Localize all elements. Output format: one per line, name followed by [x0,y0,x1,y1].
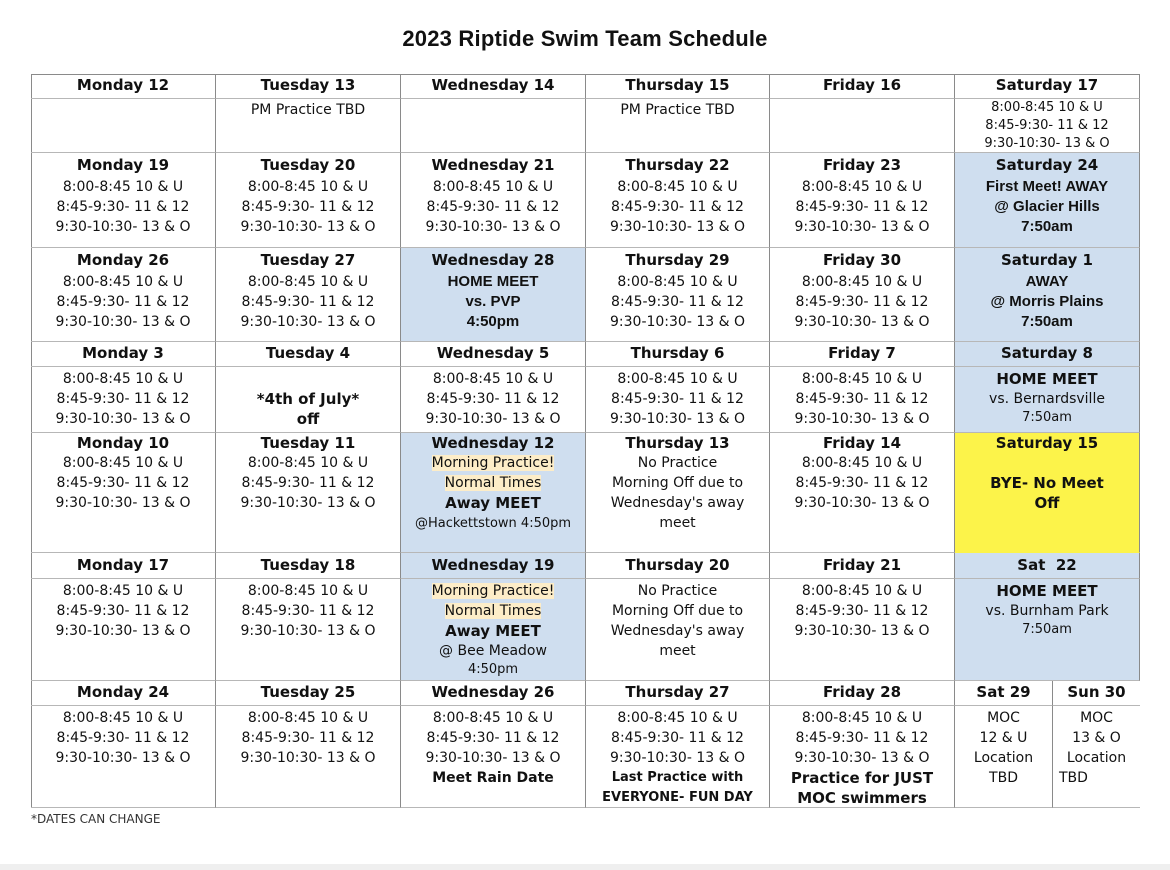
day-cell-thursday-20 [586,579,770,681]
practice-time: 9:30-10:30- 13 & O [610,219,745,235]
practice-time: 8:45-9:30- 11 & 12 [241,475,375,491]
practice-time: 9:30-10:30- 13 & O [794,411,930,427]
meet-opponent: vs. PVP [465,293,521,310]
day-header: Thursday 29 [625,251,730,269]
morning-practice-highlight: Morning Practice! [431,583,555,599]
practice-time: 9:30-10:30- 13 & O [425,411,561,427]
day-header-friday-21: Friday 21 [770,553,955,579]
moc-location-tbd: TBD [989,770,1018,786]
practice-time: 9:30-10:30- 13 & O [794,219,930,235]
day-cell-saturday-17 [955,99,1140,153]
dates-can-change-note: *DATES CAN CHANGE [31,812,161,826]
day-header-tuesday-25: Tuesday 25 [216,681,401,706]
practice-time: 9:30-10:30- 13 & O [240,750,376,766]
day-header-monday-17: Monday 17 [31,553,216,579]
practice-time: 9:30-10:30- 13 & O [240,314,376,330]
day-cell-friday-14 [770,433,955,553]
day-header-tuesday-18: Tuesday 18 [216,553,401,579]
note-text: meet [659,643,696,659]
meet-location: @ Glacier Hills [994,198,1100,215]
fun-day-note: Last Practice with [611,770,744,785]
practice-time: 8:45-9:30- 11 & 12 [426,199,560,215]
day-header: Wednesday 21 [431,156,555,174]
practice-time: 8:45-9:30- 11 & 12 [985,118,1109,133]
day-header: Saturday 24 [995,156,1099,174]
day-cell-saturday-15-bye [955,433,1140,553]
practice-time: 8:45-9:30- 11 & 12 [611,294,744,310]
practice-time: 8:00-8:45 10 & U [801,179,923,195]
practice-time: 8:00-8:45 10 & U [801,371,923,387]
day-cell-friday-21 [770,579,955,681]
practice-time: 8:45-9:30- 11 & 12 [426,391,560,407]
moc-age-group: 13 & O [1072,730,1121,746]
day-cell-thursday-29 [586,248,770,342]
holiday-off: off [296,410,320,428]
day-header-monday-3: Monday 3 [31,342,216,367]
practice-time: 8:45-9:30- 11 & 12 [795,391,929,407]
practice-time: 8:45-9:30- 11 & 12 [56,391,190,407]
day-header-monday-12: Monday 12 [31,74,216,99]
practice-time: 8:45-9:30- 11 & 12 [241,730,375,746]
page-bottom-bar [0,864,1170,870]
day-cell-thursday-6 [586,367,770,433]
practice-time: 8:45-9:30- 11 & 12 [56,294,190,310]
day-header-monday-24: Monday 24 [31,681,216,706]
note-text: meet [659,515,696,531]
day-cell-wednesday-28-meet [401,248,586,342]
day-header-sun-30: Sun 30 [1053,681,1140,706]
day-cell-sun-30-moc [1053,706,1140,808]
practice-time: 8:00-8:45 10 & U [617,371,738,387]
practice-time: 8:45-9:30- 11 & 12 [611,391,744,407]
practice-time: 9:30-10:30- 13 & O [240,623,376,639]
day-cell-wednesday-5 [401,367,586,433]
meet-title: HOME MEET [996,370,1098,388]
day-header: Tuesday 20 [260,156,356,174]
practice-time: 9:30-10:30- 13 & O [240,219,376,235]
normal-times-highlight: Normal Times [444,475,542,491]
practice-time: 9:30-10:30- 13 & O [610,411,745,427]
practice-time: 9:30-10:30- 13 & O [794,750,930,766]
spacer [955,453,1139,473]
practice-time: 9:30-10:30- 13 & O [55,495,191,511]
practice-time: 9:30-10:30- 13 & O [794,314,930,330]
day-header-friday-16: Friday 16 [770,74,955,99]
note-text: No Practice [637,455,718,471]
day-header-tuesday-13: Tuesday 13 [216,74,401,99]
practice-time: 8:45-9:30- 11 & 12 [795,730,929,746]
meet-title: HOME MEET [447,273,539,290]
moc-practice-note: Practice for JUST [790,769,934,787]
day-cell-friday-7 [770,367,955,433]
day-header-wednesday-26: Wednesday 26 [401,681,586,706]
practice-time: 9:30-10:30- 13 & O [610,750,745,766]
day-cell-wednesday-21 [401,153,586,248]
day-cell-sat-22-meet [955,579,1140,681]
practice-time: 8:45-9:30- 11 & 12 [56,603,190,619]
day-cell-tuesday-20 [216,153,401,248]
day-header-wednesday-14: Wednesday 14 [401,74,586,99]
day-cell-thursday-22 [586,153,770,248]
meet-title: Away MEET [445,494,541,512]
day-cell-monday-26 [31,248,216,342]
meet-title: First Meet! AWAY [985,178,1109,195]
practice-time: 8:45-9:30- 11 & 12 [611,199,744,215]
day-header: Saturday 15 [995,434,1099,452]
practice-time: 8:45-9:30- 11 & 12 [795,603,929,619]
day-header-sat-29: Sat 29 [955,681,1053,706]
practice-time: 8:00-8:45 10 & U [617,274,738,290]
practice-time: 8:45-9:30- 11 & 12 [795,199,929,215]
moc-label: MOC [1080,710,1113,726]
day-header: Friday 30 [822,251,902,269]
holiday-label: *4th of July* [256,390,360,408]
note-text: Wednesday's away [610,623,745,639]
practice-time: 8:00-8:45 10 & U [247,179,369,195]
day-header-thursday-20: Thursday 20 [586,553,770,579]
note-text: PM Practice TBD [620,102,735,118]
meet-location: @ Morris Plains [990,293,1104,310]
moc-location: Location [1066,750,1127,766]
moc-practice-note: MOC swimmers [797,789,927,807]
note-text: PM Practice TBD [250,102,366,118]
practice-time: 8:00-8:45 10 & U [62,371,184,387]
day-header: Monday 10 [76,434,170,452]
practice-time: 9:30-10:30- 13 & O [425,219,561,235]
practice-time: 8:00-8:45 10 & U [432,710,554,726]
day-cell-friday-30 [770,248,955,342]
day-header: Friday 23 [822,156,902,174]
practice-time: 9:30-10:30- 13 & O [55,314,191,330]
meet-time: 4:50pm [467,662,519,677]
day-header: Thursday 13 [625,434,730,452]
practice-time: 9:30-10:30- 13 & O [55,219,191,235]
day-header: Tuesday 11 [260,434,356,452]
practice-time: 9:30-10:30- 13 & O [984,136,1110,151]
practice-time: 8:00-8:45 10 & U [62,179,184,195]
practice-time: 8:00-8:45 10 & U [801,274,923,290]
practice-time: 8:00-8:45 10 & U [62,274,184,290]
day-cell-tuesday-13 [216,99,401,153]
practice-time: 9:30-10:30- 13 & O [425,750,561,766]
day-header-thursday-15: Thursday 15 [586,74,770,99]
practice-time: 8:45-9:30- 11 & 12 [56,199,190,215]
meet-title: Away MEET [445,622,541,640]
day-cell-saturday-24-meet [955,153,1140,248]
meet-time: 4:50pm [466,313,520,330]
practice-time: 9:30-10:30- 13 & O [55,750,191,766]
normal-times-highlight: Normal Times [444,603,542,619]
day-header: Saturday 1 [1000,251,1093,269]
day-cell-friday-23 [770,153,955,248]
practice-time: 9:30-10:30- 13 & O [55,623,191,639]
meet-opponent: vs. Bernardsville [989,391,1105,407]
day-cell-wednesday-19-meet [401,579,586,681]
day-cell-tuesday-11 [216,433,401,553]
day-cell-saturday-8-meet [955,367,1140,433]
day-cell-monday-17 [31,579,216,681]
day-header-friday-28: Friday 28 [770,681,955,706]
practice-time: 8:00-8:45 10 & U [62,710,184,726]
rain-date-note: Meet Rain Date [432,770,554,786]
day-header: Wednesday 12 [431,434,555,452]
day-header-wednesday-5: Wednesday 5 [401,342,586,367]
note-text: Wednesday's away [610,495,745,511]
practice-time: 8:45-9:30- 11 & 12 [795,475,929,491]
day-cell-wednesday-14 [401,99,586,153]
practice-time: 8:00-8:45 10 & U [62,583,184,599]
day-header-thursday-6: Thursday 6 [586,342,770,367]
day-cell-thursday-27 [586,706,770,808]
meet-time: 7:50am [1022,410,1072,425]
practice-time: 9:30-10:30- 13 & O [794,623,930,639]
morning-practice-highlight: Morning Practice! [431,455,555,471]
meet-time: 7:50am [1021,218,1073,235]
day-cell-monday-12 [31,99,216,153]
meet-location: @ Bee Meadow [439,643,547,659]
practice-time: 8:00-8:45 10 & U [247,710,369,726]
day-header: Wednesday 28 [431,251,555,269]
practice-time: 8:00-8:45 10 & U [247,455,369,471]
meet-time: 7:50am [1022,622,1072,637]
moc-location-tbd: TBD [1059,770,1088,786]
day-cell-wednesday-12-meet [401,433,586,553]
day-cell-saturday-1-meet [955,248,1140,342]
practice-time: 8:45-9:30- 11 & 12 [795,294,929,310]
day-cell-monday-10 [31,433,216,553]
meet-location-time: @Hackettstown 4:50pm [414,516,572,531]
day-header: Monday 26 [76,251,170,269]
moc-location: Location [973,750,1034,766]
practice-time: 8:00-8:45 10 & U [432,179,554,195]
practice-time: 9:30-10:30- 13 & O [610,314,745,330]
practice-time: 9:30-10:30- 13 & O [55,411,191,427]
note-text: Morning Off due to [611,475,744,491]
practice-time: 8:45-9:30- 11 & 12 [426,730,560,746]
day-header: Thursday 22 [625,156,730,174]
page-title: 2023 Riptide Swim Team Schedule [402,26,768,51]
meet-time: 7:50am [1021,313,1073,330]
practice-time: 8:00-8:45 10 & U [62,455,184,471]
day-cell-friday-28 [770,706,955,808]
fun-day-note: EVERYONE- FUN DAY [602,790,753,805]
day-header: Friday 14 [822,434,902,452]
practice-time: 8:45-9:30- 11 & 12 [241,199,375,215]
day-cell-tuesday-18 [216,579,401,681]
day-cell-tuesday-25 [216,706,401,808]
day-cell-tuesday-4-holiday [216,367,401,433]
day-cell-friday-16 [770,99,955,153]
day-cell-monday-24 [31,706,216,808]
day-header: Monday 19 [76,156,170,174]
day-cell-monday-19 [31,153,216,248]
day-cell-wednesday-26 [401,706,586,808]
practice-time: 8:00-8:45 10 & U [247,274,369,290]
practice-time: 8:45-9:30- 11 & 12 [611,730,744,746]
day-header-sat-22: Sat 22 [955,553,1140,579]
practice-time: 8:45-9:30- 11 & 12 [56,475,190,491]
day-header-tuesday-4: Tuesday 4 [216,342,401,367]
practice-time: 9:30-10:30- 13 & O [240,495,376,511]
day-cell-thursday-15 [586,99,770,153]
practice-time: 8:45-9:30- 11 & 12 [56,730,190,746]
day-header-saturday-8: Saturday 8 [955,342,1140,367]
day-header: Tuesday 27 [260,251,356,269]
day-header-thursday-27: Thursday 27 [586,681,770,706]
meet-title: HOME MEET [996,582,1098,600]
practice-time: 8:00-8:45 10 & U [617,710,738,726]
practice-time: 8:45-9:30- 11 & 12 [241,294,375,310]
day-cell-tuesday-27 [216,248,401,342]
moc-age-group: 12 & U [979,730,1028,746]
day-cell-thursday-13 [586,433,770,553]
meet-opponent: vs. Burnham Park [985,603,1109,619]
bye-label: BYE- No Meet [990,474,1104,492]
practice-time: 8:00-8:45 10 & U [801,583,923,599]
practice-time: 8:00-8:45 10 & U [617,179,738,195]
practice-time: 8:00-8:45 10 & U [801,455,923,471]
practice-time: 8:00-8:45 10 & U [432,371,554,387]
moc-label: MOC [987,710,1020,726]
practice-time: 9:30-10:30- 13 & O [794,495,930,511]
day-header-friday-7: Friday 7 [770,342,955,367]
day-cell-sat-29-moc [955,706,1053,808]
practice-time: 8:45-9:30- 11 & 12 [241,603,375,619]
practice-time: 8:00-8:45 10 & U [247,583,369,599]
bye-off: Off [1034,494,1060,512]
meet-title: AWAY [1025,273,1069,290]
practice-time: 8:00-8:45 10 & U [991,100,1103,115]
note-text: Morning Off due to [611,603,744,619]
note-text: No Practice [637,583,718,599]
day-header-saturday-17: Saturday 17 [955,74,1140,99]
day-header-wednesday-19: Wednesday 19 [401,553,586,579]
practice-time: 8:00-8:45 10 & U [801,710,923,726]
day-cell-monday-3 [31,367,216,433]
